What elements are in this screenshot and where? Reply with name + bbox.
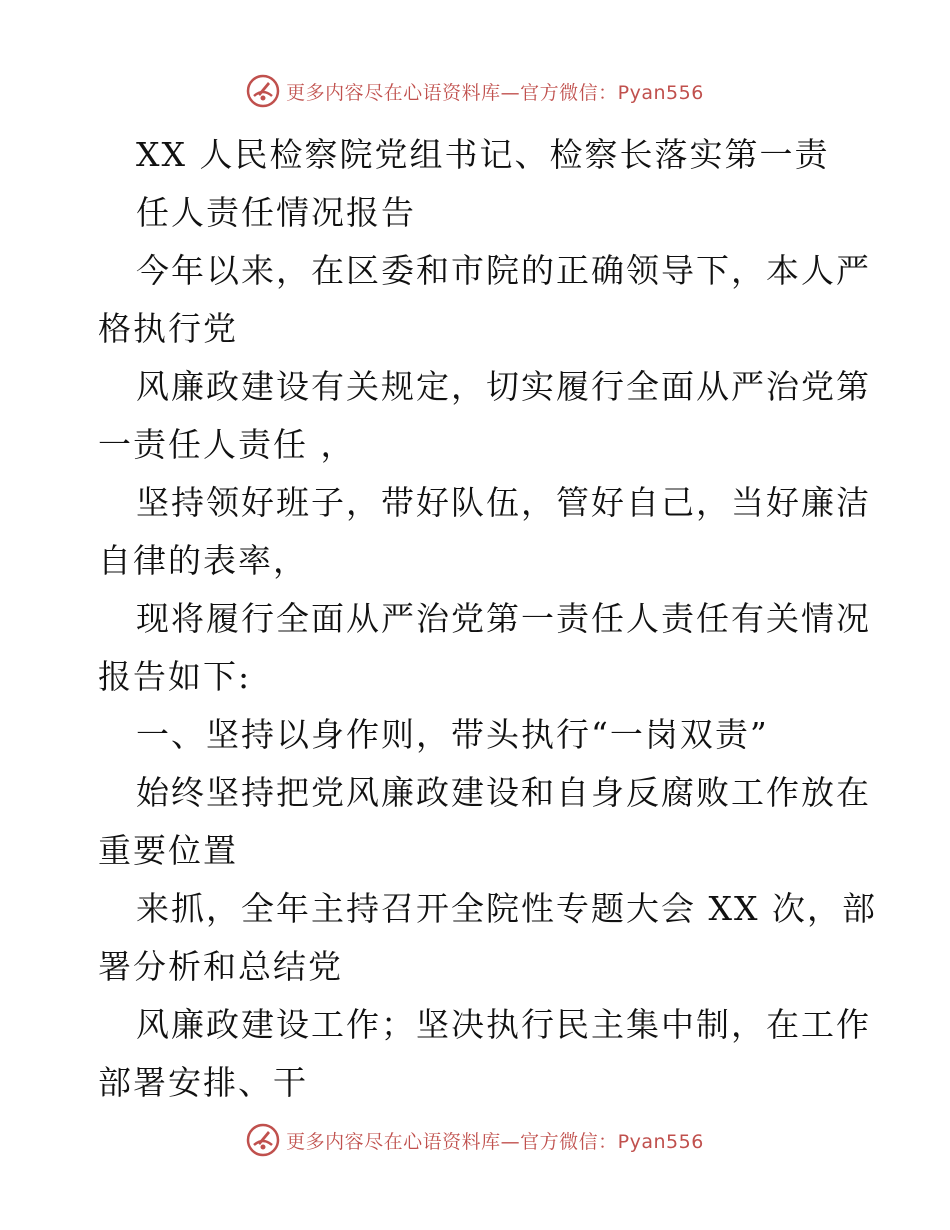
- text-line: 自律的表率，: [98, 541, 308, 580]
- text-line: 任人责任情况报告: [136, 193, 416, 232]
- text-line: 风廉政建设工作；坚决执行民主集中制，在工作: [136, 1005, 871, 1044]
- footer-watermark: [0, 1120, 950, 1160]
- text-line: XX 人民检察院党组书记、检察长落实第一责: [136, 135, 830, 174]
- book-quill-icon: [246, 74, 280, 108]
- document-body: [98, 126, 877, 1112]
- text-line: 坚持领好班子，带好队伍，管好自己，当好廉洁: [136, 483, 871, 522]
- header-watermark: [0, 71, 950, 111]
- text-line: 格执行党: [98, 309, 238, 348]
- book-quill-icon: [246, 1123, 280, 1157]
- watermark-text: 更多内容尽在心语资料库—官方微信：Pyan556: [286, 1130, 704, 1153]
- text-line: 今年以来，在区委和市院的正确领导下，本人严: [136, 251, 871, 290]
- text-line: 现将履行全面从严治党第一责任人责任有关情况: [136, 599, 871, 638]
- text-line: 始终坚持把党风廉政建设和自身反腐败工作放在: [136, 773, 871, 812]
- text-line: 风廉政建设有关规定，切实履行全面从严治党第: [136, 367, 871, 406]
- text-line: 一、坚持以身作则，带头执行“一岗双责”: [136, 715, 769, 754]
- watermark-text: 更多内容尽在心语资料库—官方微信：Pyan556: [286, 81, 704, 104]
- text-line: 一责任人责任 ，: [98, 425, 356, 464]
- text-line: 重要位置: [98, 831, 238, 870]
- text-line: 部署安排、干: [98, 1063, 308, 1102]
- text-line: 来抓，全年主持召开全院性专题大会 XX 次，部: [136, 889, 877, 928]
- text-line: 报告如下:: [98, 657, 252, 696]
- text-line: 署分析和总结党: [98, 947, 343, 986]
